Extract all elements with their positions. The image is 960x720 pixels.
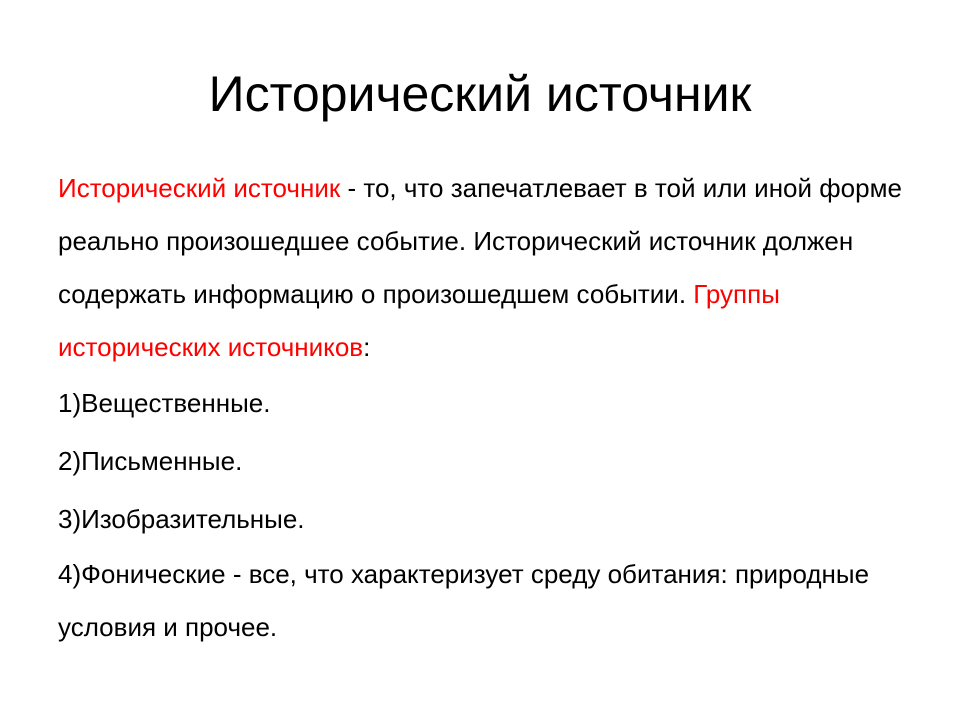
term-highlight: Исторический источник xyxy=(58,173,341,203)
list-item-material: 1)Вещественные. xyxy=(58,388,271,418)
groups-colon: : xyxy=(363,332,371,362)
definition-text: - то, что запечатлевает в той или иной форме реально произошедшее событие. Исторический источник должен содержать информацию о произошедшем событии. xyxy=(58,173,902,309)
slide-title: Исторический источник xyxy=(208,66,752,122)
groups-label: Группы исторических источников xyxy=(58,279,780,362)
list-item-visual: 3)Изобразительные. xyxy=(58,504,305,534)
list-item-phonic: 4)Фонические - все, что характеризует среду обитания: природные условия и прочее. xyxy=(58,559,870,642)
slide-body xyxy=(58,162,948,654)
list-item-written: 2)Письменные. xyxy=(58,446,243,476)
definition-paragraph xyxy=(58,162,948,374)
